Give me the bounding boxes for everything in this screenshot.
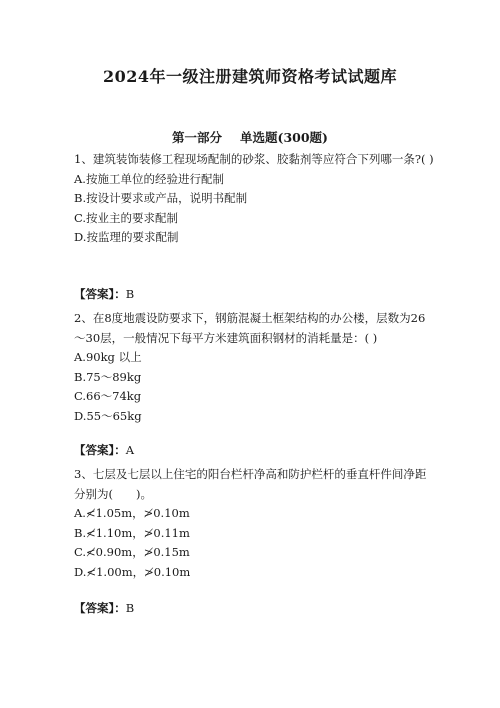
option-a: A.90kg 以上 <box>74 350 142 364</box>
answer-3 <box>74 600 134 616</box>
answer-value: B <box>125 601 135 615</box>
option-d: D.按监理的要求配制 <box>74 230 179 244</box>
option-b: B.按设计要求或产品，说明书配制 <box>74 191 248 205</box>
option-d: D.≮1.00m，≯0.10m <box>74 564 191 579</box>
answer-label: 【答案】： <box>74 287 126 301</box>
option-a: A.≮1.05m，≯0.10m <box>74 506 190 520</box>
option-b: B.≮1.10m，≯0.11m <box>74 525 190 540</box>
answer-2 <box>74 442 134 458</box>
option-c: C.≮0.90m，≯0.15m <box>74 545 190 559</box>
answer-value: A <box>125 443 135 457</box>
question-2 <box>74 309 434 426</box>
question-stem: 3、七层及七层以上住宅的阳台栏杆净高和防护栏杆的垂直杆件间净距分别为( )。 <box>74 467 427 501</box>
question-stem: 1、建筑装饰装修工程现场配制的砂浆、胶黏剂等应符合下列哪一条?( ) <box>74 152 434 166</box>
answer-value: B <box>125 287 135 301</box>
option-c: C.66～74kg <box>74 389 142 403</box>
question-stem: 2、在8度地震设防要求下，钢筋混凝土框架结构的办公楼，层数为26～30层，一般情况下每平方米建筑面积钢材的消耗量是：( ) <box>74 311 426 345</box>
question-3 <box>74 465 434 582</box>
answer-1 <box>74 286 134 302</box>
option-a: A.按施工单位的经验进行配制 <box>74 171 224 186</box>
document-title: 2024年一级注册建筑师资格考试试题库 <box>102 67 398 86</box>
answer-label: 【答案】： <box>74 443 126 457</box>
option-b: B.75～89kg <box>74 369 142 384</box>
section-heading <box>0 128 500 146</box>
option-d: D.55～65kg <box>74 408 142 423</box>
option-c: C.按业主的要求配制 <box>74 210 179 225</box>
section-name: 单选题(300题) <box>240 130 328 145</box>
answer-label: 【答案】： <box>74 601 126 615</box>
section-part: 第一部分 <box>172 130 223 145</box>
question-1 <box>74 150 434 248</box>
